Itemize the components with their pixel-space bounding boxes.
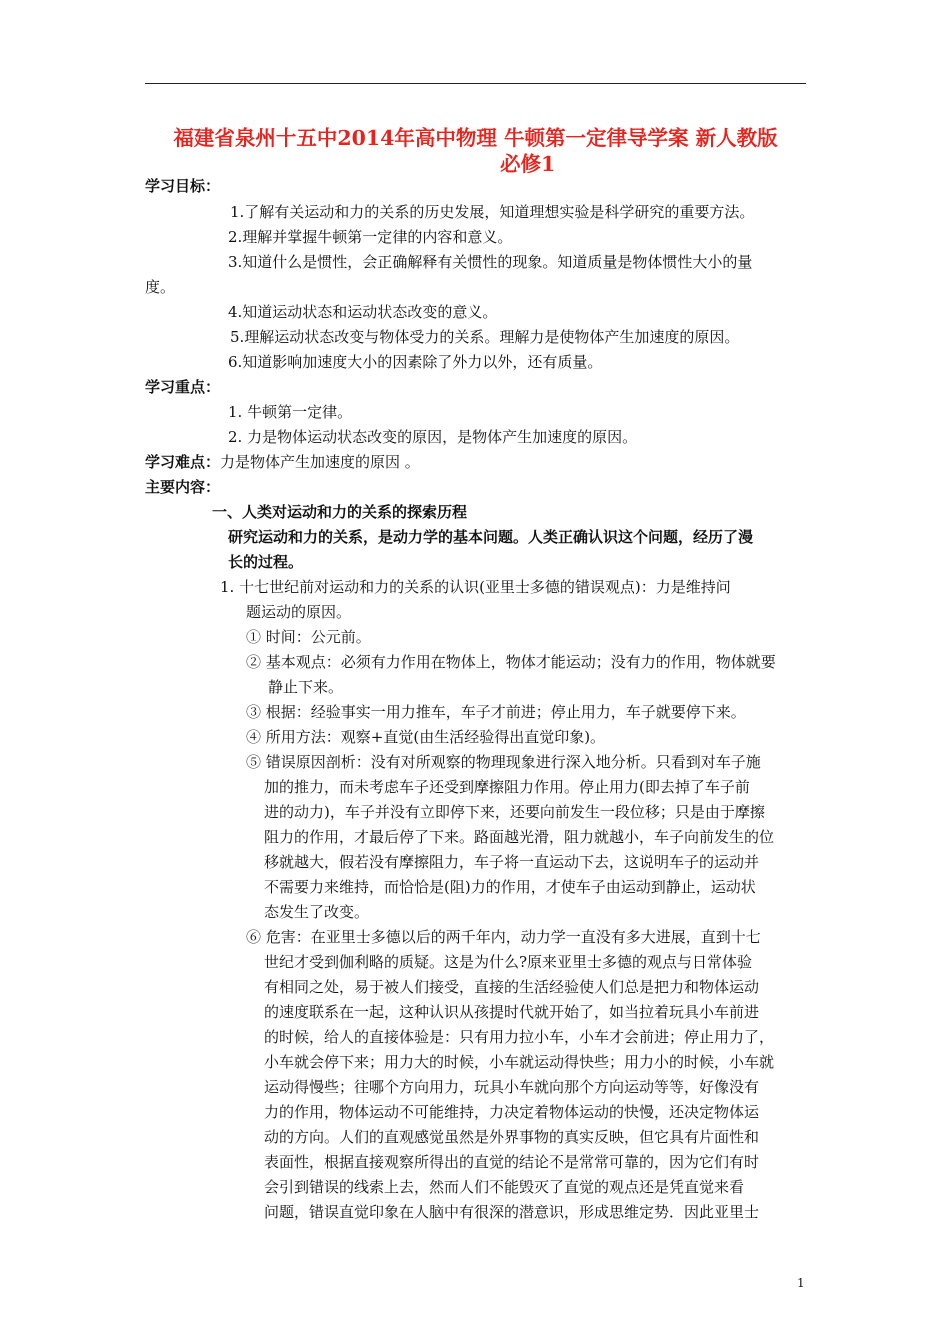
point-6-line-5: 的时候，给人的直接体验是：只有用力拉小车，小车才会前进；停止用力了， <box>264 1028 775 1046</box>
point-5-line-2: 加的推力，而未考虑车子还受到摩擦阻力作用。停止用力(即去掉了车子前 <box>264 778 750 796</box>
point-6-line-1: ⑥ 危害：在亚里士多德以后的两千年内，动力学一直没有多大进展，直到十七 <box>246 928 761 946</box>
point-6-line-12: 问题，错误直觉印象在人脑中有很深的潜意识，形成思维定势．因此亚里士 <box>264 1203 760 1221</box>
item-1-line-2: 题运动的原因。 <box>246 603 352 621</box>
point-6-line-6: 小车就会停下来；用力大的时候，小车就运动得快些；用力小的时候，小车就 <box>264 1053 775 1071</box>
goal-item-3: 3.知道什么是惯性，会正确解释有关惯性的现象。知道质量是物体惯性大小的量 <box>228 253 753 271</box>
document-title-line-1: 福建省泉州十五中2014年高中物理 牛顿第一定律导学案 新人教版 <box>173 126 778 150</box>
key-point-2: 2. 力是物体运动状态改变的原因，是物体产生加速度的原因。 <box>228 428 638 446</box>
point-5-line-5: 移就越大，假若没有摩擦阻力，车子将一直运动下去，这说明车子的运动并 <box>264 853 760 871</box>
intro-line-1: 研究运动和力的关系，是动力学的基本问题。人类正确认识这个问题，经历了漫 <box>228 528 754 546</box>
subsection-heading-1: 一、人类对运动和力的关系的探索历程 <box>212 503 468 521</box>
section-heading-goals: 学习目标： <box>145 177 221 195</box>
goal-item-6: 6.知道影响加速度大小的因素除了外力以外，还有质量。 <box>228 353 603 371</box>
point-5-line-7: 态发生了改变。 <box>264 903 370 921</box>
goal-item-2: 2.理解并掌握牛顿第一定律的内容和意义。 <box>228 228 513 246</box>
point-6-line-3: 有相同之处，易于被人们接受，直接的生活经验使人们总是把力和物体运动 <box>264 978 760 996</box>
section-heading-main-content: 主要内容： <box>145 478 221 496</box>
point-4: ④ 所用方法：观察+直觉(由生活经验得出直觉印象)。 <box>246 728 606 746</box>
point-6-line-10: 表面性，根据直接观察所得出的直觉的结论不是常常可靠的，因为它们有时 <box>264 1153 760 1171</box>
intro-line-2: 长的过程。 <box>228 553 304 571</box>
point-5-line-6: 不需要力来维持，而恰恰是(阻)力的作用，才使车子由运动到静止，运动状 <box>264 878 756 896</box>
point-6-line-9: 动的方向。人们的直观感觉虽然是外界事物的真实反映，但它具有片面性和 <box>264 1128 760 1146</box>
difficulty-line <box>145 452 420 472</box>
header-rule <box>145 83 806 84</box>
point-2-line-2: 静止下来。 <box>268 678 344 696</box>
item-1-line-1: 1. 十七世纪前对运动和力的关系的认识(亚里士多德的错误观点)：力是维持问 <box>220 578 731 596</box>
page-number: 1 <box>797 1276 805 1290</box>
difficulty-text: 力是物体产生加速度的原因 。 <box>220 453 420 471</box>
point-6-line-11: 会引到错误的线索上去，然而人们不能毁灭了直觉的观点还是凭直觉来看 <box>264 1178 745 1196</box>
document-title-line-2: 必修1 <box>500 152 556 176</box>
point-2-line-1: ② 基本观点：必须有力作用在物体上，物体才能运动；没有力的作用，物体就要 <box>246 653 776 671</box>
point-6-line-7: 运动得慢些；往哪个方向用力，玩具小车就向那个方向运动等等，好像没有 <box>264 1078 760 1096</box>
goal-item-4: 4.知道运动状态和运动状态改变的意义。 <box>228 303 498 321</box>
goal-item-3-cont: 度。 <box>145 278 176 296</box>
section-heading-key-points: 学习重点： <box>145 378 221 396</box>
point-3: ③ 根据：经验事实一用力推车，车子才前进；停止用力，车子就要停下来。 <box>246 703 746 721</box>
goal-item-1: 1.了解有关运动和力的关系的历史发展，知道理想实验是科学研究的重要方法。 <box>230 203 755 221</box>
point-5-line-3: 进的动力)，车子并没有立即停下来，还要向前发生一段位移；只是由于摩擦 <box>264 803 765 821</box>
point-6-line-8: 力的作用，物体运动不可能维持，力决定着物体运动的快慢，还决定物体运 <box>264 1103 760 1121</box>
point-5-line-4: 阻力的作用，才最后停了下来。路面越光滑，阻力就越小，车子向前发生的位 <box>264 828 775 846</box>
key-point-1: 1. 牛顿第一定律。 <box>228 403 353 421</box>
point-6-line-2: 世纪才受到伽利略的质疑。这是为什么?原来亚里士多德的观点与日常体验 <box>264 953 753 971</box>
point-5-line-1: ⑤ 错误原因剖析：没有对所观察的物理现象进行深入地分析。只看到对车子施 <box>246 753 761 771</box>
point-6-line-4: 的速度联系在一起，这种认识从孩提时代就开始了，如当拉着玩具小车前进 <box>264 1003 760 1021</box>
point-1: ① 时间：公元前。 <box>246 628 371 646</box>
difficulty-label: 学习难点： <box>145 453 221 471</box>
goal-item-5: 5.理解运动状态改变与物体受力的关系。理解力是使物体产生加速度的原因。 <box>230 328 740 346</box>
